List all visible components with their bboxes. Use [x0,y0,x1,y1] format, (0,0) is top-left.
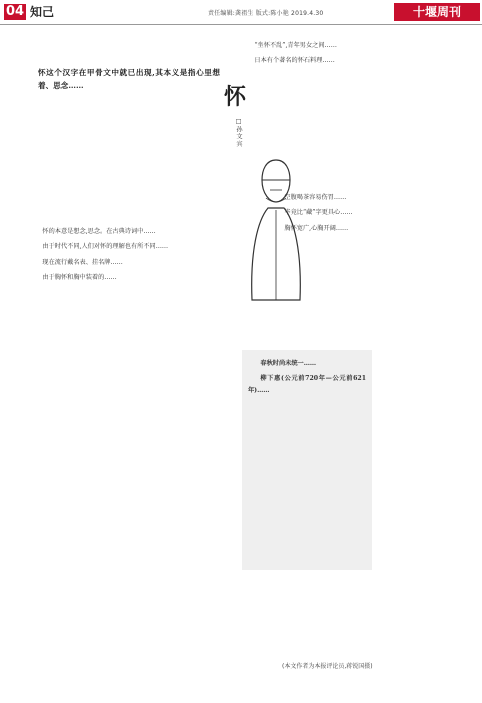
body-paragraph: 日本有个著名的怀石料理…… [254,57,335,65]
lead-paragraph: 怀这个汉字在甲骨文中就已出现,其本义是指心里想着、思念…… [38,68,220,90]
portrait-drawing-icon [236,150,316,330]
editor-credit: 责任编辑:龚祖生 版式:陈小艳 2019.4.30 [208,10,324,17]
header-rule [0,24,482,25]
body-column-right [272,192,442,238]
footer-note: (本文作者为本报评论员,蒋锐国摄) [282,663,373,670]
page-header [0,0,482,26]
section-title: 知己 [30,5,55,19]
body-paragraph: “坐怀不乱”,青年男女之间…… [254,42,337,49]
page-number: 04 [5,4,25,19]
body-paragraph: 现在流行戴名表、挂名牌…… [42,258,123,266]
portrait-illustration [236,150,316,330]
caption-paragraph: 春秋时尚未统一…… [260,360,317,367]
body-paragraph: 毕竟比“藏”字更具心…… [284,209,353,217]
masthead-logo: 十堰周刊 [394,3,480,21]
body-column-left [30,226,226,288]
body-paragraph: 由于时代不同,人们对怀的理解也有所不同…… [42,243,169,251]
article-author: □孙文宾 [235,118,242,148]
body-paragraph: 怀的本意是想念,思念。在古典诗词中…… [42,228,156,235]
body-paragraph: 胸怀宽广,心胸开阔…… [284,224,349,232]
article-title: 怀 [224,84,247,110]
body-paragraph: 空腹喝茶容易伤胃…… [284,194,347,201]
caption-paragraph: 柳下惠(公元前720年—公元前621年)…… [248,375,366,394]
article-title-block [224,80,247,111]
body-column-right-top [242,40,438,71]
body-paragraph: 由于胸怀和胸中装着的…… [42,274,117,282]
caption-box [242,350,372,570]
